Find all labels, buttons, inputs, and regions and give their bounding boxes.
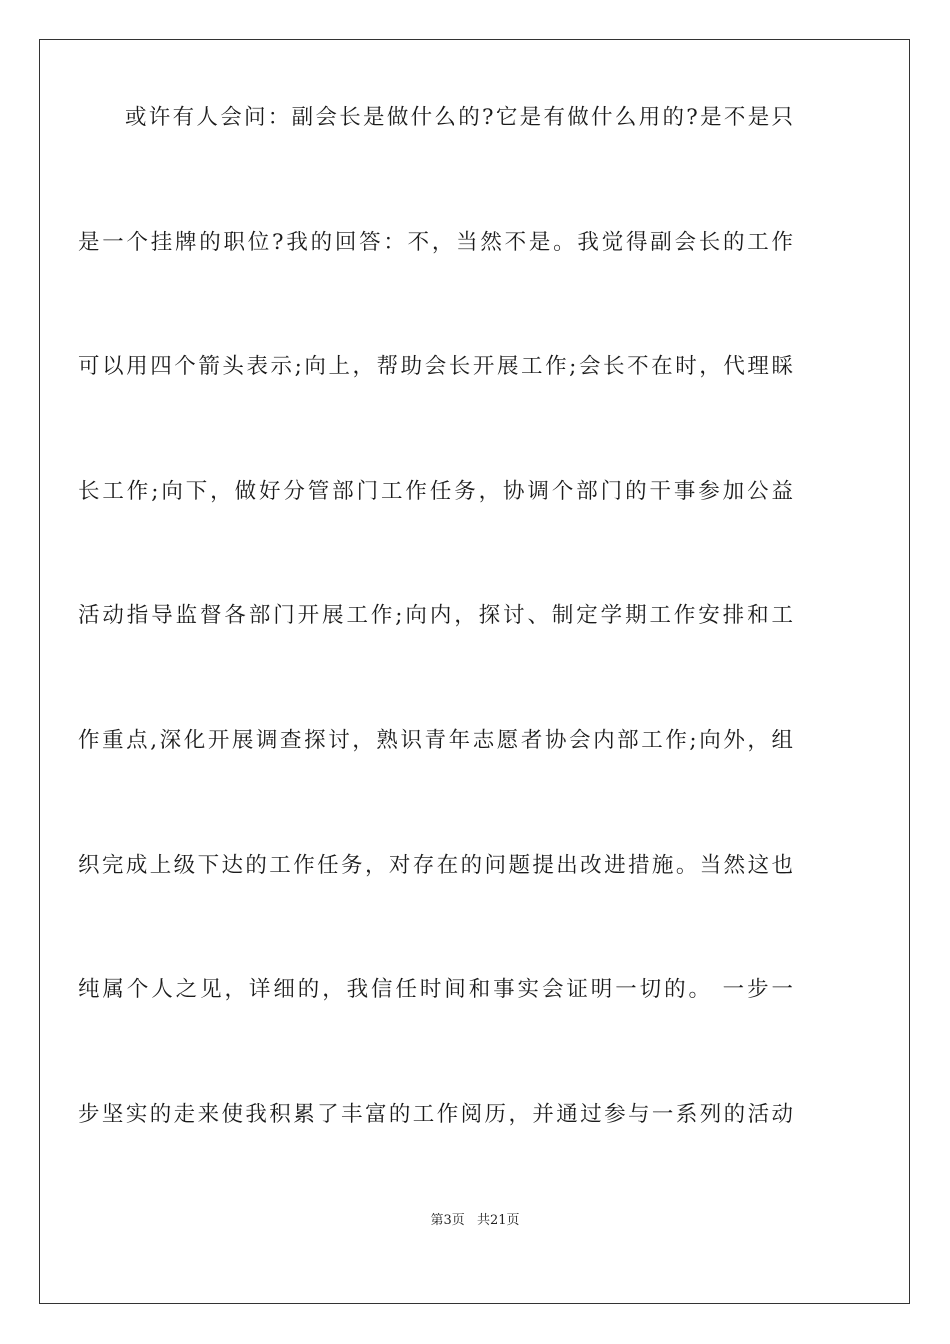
paragraph-line: 是一个挂牌的职位?我的回答：不，当然不是。我觉得副会长的工作 (78, 229, 793, 255)
paragraph-line: 长工作;向下，做好分管部门工作任务，协调个部门的干事参加公益 (78, 478, 793, 504)
page-number: 第3页 (430, 1213, 465, 1228)
document-body (78, 90, 793, 1211)
paragraph-line: 作重点,深化开展调查探讨，熟识青年志愿者协会内部工作;向外，组 (78, 727, 793, 753)
paragraph-line: 步坚实的走来使我积累了丰富的工作阅历，并通过参与一系列的活动 (78, 1101, 793, 1127)
paragraph-line: 织完成上级下达的工作任务，对存在的问题提出改进措施。当然这也 (78, 852, 793, 878)
paragraph-line: 或许有人会问：副会长是做什么的?它是有做什么用的?是不是只 (125, 105, 793, 130)
paragraph-line: 可以用四个箭头表示;向上，帮助会长开展工作;会长不在时，代理睬 (78, 354, 793, 380)
page-total: 共21页 (476, 1213, 520, 1228)
page-footer (0, 1209, 950, 1228)
paragraph-line: 活动指导监督各部门开展工作;向内，探讨、制定学期工作安排和工 (78, 603, 793, 629)
paragraph-line: 纯属个人之见，详细的，我信任时间和事实会证明一切的。 一步一 (78, 977, 793, 1003)
